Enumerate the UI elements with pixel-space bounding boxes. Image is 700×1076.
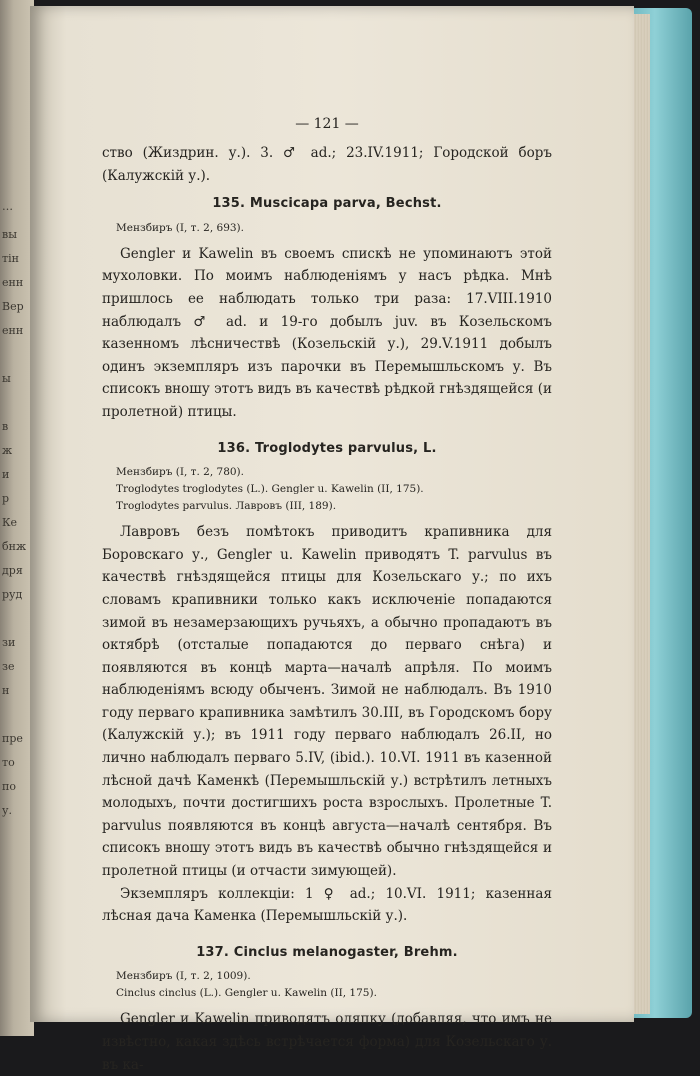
- reference-line: Мензбиръ (I, т. 2, 780).: [116, 466, 244, 479]
- left-fragment: пре: [2, 732, 23, 745]
- left-fragment: вы: [2, 228, 17, 241]
- references-137: [116, 968, 552, 1002]
- references-135: [116, 220, 552, 237]
- left-fragment: зи: [2, 636, 16, 649]
- species-heading-135: 135. Muscicapa parva, Bechst.: [212, 196, 442, 212]
- left-fragment: руд: [2, 588, 23, 601]
- book-page: [30, 6, 634, 1073]
- left-fragment: и: [2, 468, 10, 481]
- species-heading-137: 137. Cinclus melanogaster, Brehm.: [196, 944, 458, 960]
- left-fragment: ж: [2, 444, 13, 457]
- references-136: [116, 464, 552, 515]
- left-fragment: енн: [2, 276, 24, 289]
- left-fragment: у.: [2, 804, 12, 817]
- body-paragraph: Gengler и Kawelin приводятъ оляпку (добавляя, что имъ не извѣстно, какая здѣсь встрѣчается форма) для Козельскаго у. въ ка-: [102, 1011, 552, 1073]
- reference-line: Мензбиръ (I, т. 2, 693).: [116, 221, 244, 234]
- left-fragment: ы: [2, 372, 11, 385]
- left-fragment: Вер: [2, 300, 24, 313]
- left-fragment: р: [2, 492, 10, 505]
- page-number: — 121 —: [295, 116, 359, 132]
- species-heading-136: 136. Troglodytes parvulus, L.: [217, 440, 437, 456]
- reference-line: Мензбиръ (I, т. 2, 1009).: [116, 970, 251, 983]
- left-fragment: …: [2, 200, 13, 213]
- left-fragment: то: [2, 756, 15, 769]
- reference-line: Troglodytes troglodytes (L.). Gengler u. Kawelin (II, 175).: [116, 483, 424, 496]
- opening-lines: ство (Жиздрин. у.). 3. ♂ ad.; 23.IV.1911; Городской боръ (Калужскій у.).: [102, 145, 552, 184]
- left-fragment: дря: [2, 564, 23, 577]
- left-fragment: в: [2, 420, 9, 433]
- left-fragment: н: [2, 684, 10, 697]
- left-fragment: енн: [2, 324, 24, 337]
- page-content: [102, 116, 552, 1076]
- left-fragment: зе: [2, 660, 15, 673]
- left-fragment: по: [2, 780, 16, 793]
- body-paragraph: Экземпляръ коллекціи: 1 ♀ ad.; 10.VI. 1911; казенная лѣсная дача Каменка (Перемышльскій у.).: [102, 885, 552, 925]
- reference-line: Troglodytes parvulus. Лавровъ (III, 189).: [116, 500, 337, 513]
- left-page-fragment: [0, 0, 34, 1036]
- left-fragment: бнж: [2, 540, 27, 553]
- reference-line: Cinclus cinclus (L.). Gengler u. Kawelin (II, 175).: [116, 987, 377, 1000]
- body-paragraph: Лавровъ безъ помѣтокъ приводитъ крапивника для Боровскаго у., Gengler u. Kawelin приводятъ T. parvulus въ качествѣ гнѣздящейся птицы для Козельскаго у.; по ихъ словамъ крапивники только какъ исключеніе попадаются зимой въ незамерзающихъ ручьяхъ, а обычно пропадаютъ въ октябрѣ (отсталые попадаются до перваго снѣга) и появляются въ концѣ марта—началѣ апрѣля. По моимъ наблюденіямъ всюду обыченъ. Зимой не наблюдалъ. Въ 1910 году перваго крапивника замѣтилъ 30.III, въ Городскомъ бору (Калужскій у.); въ 1911 году перваго наблюдалъ 26.II, но лично наблюдалъ перваго 5.IV, (ibid.). 10.VI. 1911 въ казенной лѣсной дачѣ Каменкѣ (Перемышльскій у.) встрѣтилъ летныхъ молодыхъ, почти достигшихъ роста взрослыхъ. Пролетные T. parvulus появляются въ концѣ августа—началѣ сентября. Въ списокъ вношу этотъ видъ въ качествѣ обычно гнѣздящейся и пролетной птицы (и отчасти зимующей).: [102, 524, 552, 880]
- left-fragment: Ке: [2, 516, 18, 529]
- body-paragraph: Gengler и Kawelin въ своемъ спискѣ не упоминаютъ этой мухоловки. По моимъ наблюденіямъ у насъ рѣдка. Мнѣ пришлось ее наблюдать только три раза: 17.VIII.1910 наблюдалъ ♂ ad. и 19-го добылъ juv. въ Козельскомъ казенномъ лѣсничествѣ (Козельскій у.), 29.V.1911 добылъ одинъ экземпляръ изъ парочки въ Перемышльскомъ у. Въ списокъ вношу этотъ видъ въ качествѣ рѣдкой гнѣздящейся (и пролетной) птицы.: [102, 245, 552, 420]
- left-fragment: тін: [2, 252, 19, 265]
